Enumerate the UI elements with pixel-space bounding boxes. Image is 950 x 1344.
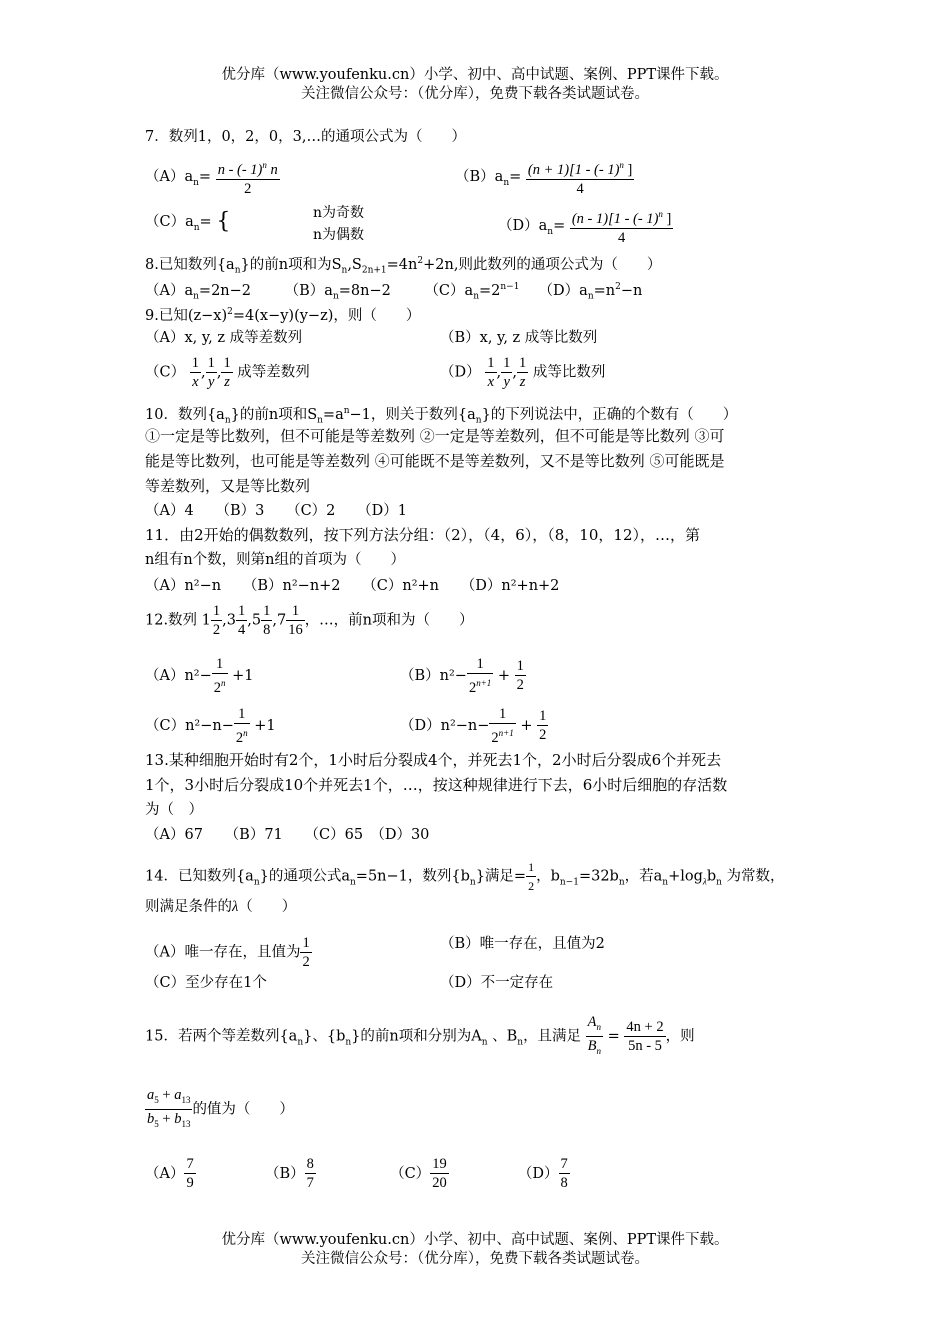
q15-ratio-fraction: $\frac{A_n}{B_n}$ bbox=[587, 1014, 602, 1056]
q15-c-label: （C） bbox=[390, 1165, 431, 1182]
q15-a-num: 7 bbox=[186, 1156, 194, 1172]
q15-d-label: （D） bbox=[517, 1165, 559, 1182]
q15-d-num: 7 bbox=[560, 1156, 568, 1172]
q10-stem-b: }的前n项和S bbox=[230, 406, 318, 423]
q7-a-num: n - (- 1) bbox=[217, 161, 263, 178]
q7-a-fraction: $\frac{n - (- 1)^n n}{2}$ bbox=[216, 156, 280, 198]
q7-option-d: $(D)a_n=$ $\frac{(n - 1)[1 - (- 1)^n ]}{4}$ bbox=[498, 205, 673, 247]
q9-stem-tail: =4(x−y)(y−z)，则（ ） bbox=[232, 307, 421, 324]
q8-stem: 8.已知数列$\{a_n\}$的前n项和为$S_n,S_{2n+1}=4n^2+2n$,则此数列的通项公式为（ ） bbox=[145, 256, 662, 276]
q12-option-c: （C）n²−n− $\frac{1}{2^n}$ +1 bbox=[145, 706, 276, 746]
q15-l1-e: ，且满足 bbox=[523, 1028, 582, 1045]
q12-den-3: 8 bbox=[263, 622, 271, 638]
q12-d-label: （D）n²−n− bbox=[400, 717, 490, 734]
q15-option-a bbox=[145, 1156, 196, 1191]
q8-a-val: =2n−2 bbox=[198, 282, 252, 299]
q14-l1-d: }满足= bbox=[475, 868, 527, 885]
q10-stem-c: −1，则关于数列{a bbox=[349, 406, 476, 423]
page-footer bbox=[0, 1231, 950, 1269]
q15-ratio-num: 4n + 2 bbox=[626, 1018, 664, 1035]
q15-line-2 bbox=[145, 1086, 294, 1133]
q12-option-a: （A）n²− $\frac{1}{2^n}$ +1 bbox=[145, 656, 254, 696]
q7-d-label: （D）a bbox=[498, 217, 548, 234]
q7-c-case-odd: n为奇数 bbox=[313, 205, 365, 221]
q15-l1-a: 15．若两个等差数列{a bbox=[145, 1028, 298, 1045]
q15-option-d bbox=[517, 1156, 570, 1191]
q13-options: （A）67 （B）71 （C）65 （D）30 bbox=[145, 827, 430, 843]
q7-option-b: $(B)a_n=$ $\frac{(n + 1)[1 - (- 1)^n ]}{4}$ bbox=[455, 156, 634, 198]
q10-stem-a: 10．数列{a bbox=[145, 406, 225, 423]
q9-option-c: （C） $\frac{1}{x}$ , $\frac{1}{y}$ , $\frac{1}{z}$ 成等差数列 bbox=[145, 355, 310, 390]
q15-a-label: （A） bbox=[145, 1165, 185, 1182]
q10-stem-d: }的下列说法中，正确的个数有（ ） bbox=[481, 406, 738, 423]
header-line-2: 关注微信公众号：（优分库），免费下载各类试题试卷。 bbox=[301, 86, 649, 102]
q7-d-den: 4 bbox=[617, 229, 626, 246]
q12-term-3: 5 bbox=[251, 612, 262, 629]
q7-c-brace-icon: { bbox=[216, 209, 231, 234]
q14-l1-h: +log bbox=[668, 868, 703, 885]
q8-d-val: =n bbox=[593, 282, 616, 299]
q11-line-2: n组有n个数，则第n组的首项为（ ） bbox=[145, 552, 406, 568]
footer-line-1: 优分库（www.youfenku.cn）小学、初中、高中试题、案例、PPT课件下载。 bbox=[221, 1232, 729, 1248]
q12-term-1: 1 bbox=[201, 612, 211, 629]
q10-options: （A）4 （B）3 （C）2 （D）1 bbox=[145, 503, 407, 519]
q13-line-3: 为（ ） bbox=[145, 802, 203, 818]
q8-b-val: =8n−2 bbox=[338, 282, 391, 299]
q14-l1-j: 为常数， bbox=[726, 868, 785, 885]
q12-option-d: （D）n²−n− $\frac{1}{2^{n+1}}$ + $\frac{1}{2}$ bbox=[400, 706, 547, 746]
header-line-1: 优分库（www.youfenku.cn）小学、初中、高中试题、案例、PPT课件下载。 bbox=[221, 67, 729, 83]
page-header bbox=[0, 66, 950, 104]
q7-b-label: （B）a bbox=[455, 168, 504, 185]
q10-stem: 10．数列$\{a_n\}$的前n项和$S_n=a^n-1$，则关于数列$\{a_n\}$的下列说法中，正确的个数有（ ） bbox=[145, 406, 738, 426]
q9-c-label: （C） bbox=[145, 364, 186, 381]
q7-b-den: 4 bbox=[576, 180, 584, 197]
q14-line-2: 则满足条件的λ（ ） bbox=[145, 899, 297, 915]
q7-stem: 7．数列1，0，2，0，3,…的通项公式为（ ） bbox=[145, 129, 466, 145]
q8-c-label: （C）a bbox=[424, 282, 474, 299]
q15-c-den: 20 bbox=[432, 1175, 447, 1191]
q7-c-case-even: n为偶数 bbox=[313, 227, 365, 243]
q7-c-cases bbox=[313, 202, 364, 246]
q15-line-1: 15．若两个等差数列$\{a_n\}$、$\{b_n\}$的前n项和分别为$A_n$ 、$B_n$，且满足 $\frac{A_n}{B_n}$ = $\frac{4n + 2}{5n - 5}$ ，则 bbox=[145, 1013, 695, 1060]
q8-b-label: （B）a bbox=[284, 282, 333, 299]
q12-den-2: 4 bbox=[238, 622, 246, 638]
q15-l1-d: 、B bbox=[492, 1028, 518, 1045]
q14-option-b: （B）唯一存在，且值为2 bbox=[440, 936, 605, 952]
q7-c-label: （C）a bbox=[145, 214, 194, 230]
q14-l2-b: （ ） bbox=[238, 899, 297, 915]
q14-l1-i: b bbox=[706, 868, 717, 885]
q8-d-tail: −n bbox=[620, 282, 643, 299]
q15-a-den: 9 bbox=[186, 1175, 194, 1191]
q12-stem-pre: 12.数列 bbox=[145, 612, 198, 629]
q12-stem-post: ，…，前n项和为（ ） bbox=[304, 612, 474, 629]
q8-stem-a: 8.已知数列{a bbox=[145, 256, 235, 273]
q7-d-fraction: $\frac{(n - 1)[1 - (- 1)^n ]}{4}$ bbox=[570, 205, 674, 247]
q15-l1-c: }的前n项和分别为A bbox=[351, 1028, 482, 1045]
q7-a-label: （A）a bbox=[145, 168, 194, 185]
q15-l1-end: ，则 bbox=[665, 1028, 695, 1045]
q12-den-4: 16 bbox=[288, 622, 303, 638]
q12-den-1: 2 bbox=[212, 622, 221, 638]
q13-line-2: 1个，3小时后分裂成10个并死去1个，…，按这种规律进行下去，6小时后细胞的存活数 bbox=[145, 776, 728, 794]
q14-option-c: （C）至少存在1个 bbox=[145, 975, 267, 991]
q8-d-label: （D）a bbox=[538, 282, 588, 299]
q9-d-text: 成等比数列 bbox=[532, 364, 606, 381]
q12-c-label: （C）n²−n− bbox=[145, 717, 234, 734]
q7-d-num: (n - 1)[1 - (- 1) bbox=[571, 210, 659, 227]
q10-line-2: ①一定是等比数列，但不可能是等差数列 ②一定是等差数列，但不可能是等比数列 ③可 bbox=[145, 427, 725, 445]
q8-a-label: （A）a bbox=[145, 282, 194, 299]
q11-options: （A）n²−n （B）n²−n+2 （C）n²+n （D）n²+n+2 bbox=[145, 578, 560, 594]
q9-stem: 9.已知$(z-x)^2=4(x-y)(y-z)$，则（ ） bbox=[145, 307, 421, 324]
q14-l1-f: =32b bbox=[578, 868, 619, 885]
q15-b-num: 8 bbox=[306, 1156, 314, 1172]
q12-term-4: 7 bbox=[276, 612, 287, 629]
q7-option-c: $(C)a_n=$ { bbox=[145, 209, 231, 234]
q14-l2-a: 则满足条件的 bbox=[145, 899, 232, 915]
q11-line-1: 11．由2开始的偶数数列，按下列方法分组：（2），（4，6），（8，10，12），…，第 bbox=[145, 526, 700, 544]
q14-a-text: （A）唯一存在，且值为 bbox=[145, 944, 301, 961]
q14-option-d: （D）不一定存在 bbox=[440, 975, 554, 991]
q8-stem-tail: 则此数列的通项公式为（ ） bbox=[458, 256, 662, 273]
q14-l1-b: }的通项公式a bbox=[259, 868, 350, 885]
q13-line-1: 13.某种细胞开始时有2个，1小时后分裂成4个，并死去1个，2小时后分裂成6个并死去 bbox=[145, 751, 722, 769]
q12-b-label: （B）n²− bbox=[400, 667, 467, 684]
footer-line-2: 关注微信公众号：（优分库），免费下载各类试题试卷。 bbox=[301, 1251, 649, 1267]
q15-option-b bbox=[264, 1156, 316, 1191]
q14-l1-g: ，若a bbox=[624, 868, 663, 885]
q15-b-label: （B） bbox=[264, 1165, 305, 1182]
q8-c-val: =2 bbox=[478, 282, 501, 299]
q12-option-b: （B）n²− $\frac{1}{2^{n+1}}$ + $\frac{1}{2}$ bbox=[400, 656, 524, 696]
q12-a-label: （A）n²− bbox=[145, 667, 212, 684]
q15-l1-b: }、{b bbox=[303, 1028, 346, 1045]
q15-ratio-den: 5n - 5 bbox=[628, 1037, 662, 1054]
q14-l1-e: ，b bbox=[536, 868, 560, 885]
q14-l1-c: =5n−1，数列{b bbox=[355, 868, 470, 885]
q15-options bbox=[145, 1155, 570, 1192]
q9-stem-a: 9.已知(z−x) bbox=[145, 307, 228, 324]
q15-c-num: 19 bbox=[432, 1156, 447, 1172]
q15-d-den: 8 bbox=[560, 1175, 568, 1191]
q15-target-fraction: $\frac{a_5 + a_{13}}{b_5 + b_{13}}$ bbox=[147, 1087, 191, 1129]
q15-b-den: 7 bbox=[306, 1175, 314, 1191]
q9-option-d: （D） $\frac{1}{x}$ , $\frac{1}{y}$ , $\frac{1}{z}$ 成等比数列 bbox=[440, 355, 606, 390]
q10-line-4: 等差数列，又是等比数列 bbox=[145, 477, 311, 495]
q10-line-3: 能是等比数列，也可能是等差数列 ④可能既不是等差数列，又不是等比数列 ⑤可能既是 bbox=[145, 452, 725, 470]
q14-l1-a: 14．已知数列{a bbox=[145, 868, 254, 885]
q15-l2-text: 的值为（ ） bbox=[192, 1101, 294, 1118]
q7-b-fraction: $\frac{(n + 1)[1 - (- 1)^n ]}{4}$ bbox=[526, 156, 635, 198]
q12-term-2: 3 bbox=[226, 612, 236, 629]
q7-option-a: $(A)a_n=$ $\frac{n - (- 1)^n n}{2}$ bbox=[145, 156, 280, 198]
q8-options: $(A)a_n=2n-2$ $(B)a_n=8n-2$ $(C)a_n=2^{n-1}$ $(D)a_n=n^2-n$ bbox=[145, 282, 643, 302]
q9-option-a: （A）x, y, z 成等差数列 bbox=[145, 330, 303, 346]
q7-b-num: (n + 1)[1 - (- 1) bbox=[527, 161, 620, 178]
q9-d-label: （D） bbox=[440, 364, 481, 381]
q9-c-text: 成等差数列 bbox=[237, 364, 310, 381]
q15-ratio-rhs bbox=[624, 1018, 665, 1055]
q9-option-b: （B）x, y, z 成等比数列 bbox=[440, 330, 598, 346]
q15-option-c bbox=[390, 1156, 449, 1191]
q7-a-den: 2 bbox=[244, 180, 252, 197]
q12-stem: 12.数列 1 $\frac{1}{2}$ ,3 $\frac{1}{4}$ ,5 $\frac{1}{8}$ ,7 $\frac{1}{16}$ ，…，前n项和为（ ） bbox=[145, 603, 474, 638]
q14-line-1: 14．已知数列$\{a_n\}$的通项公式$a_n=5n-1$，数列$\{b_n\}$满足= $\frac{1}{2}$ ，$b_{n-1}=32b_n$，若$a_n+\log_\lambda b_n$ 为常数， bbox=[145, 860, 785, 893]
q14-option-a: （A）唯一存在，且值为 $\frac{1}{2}$ bbox=[145, 935, 310, 970]
